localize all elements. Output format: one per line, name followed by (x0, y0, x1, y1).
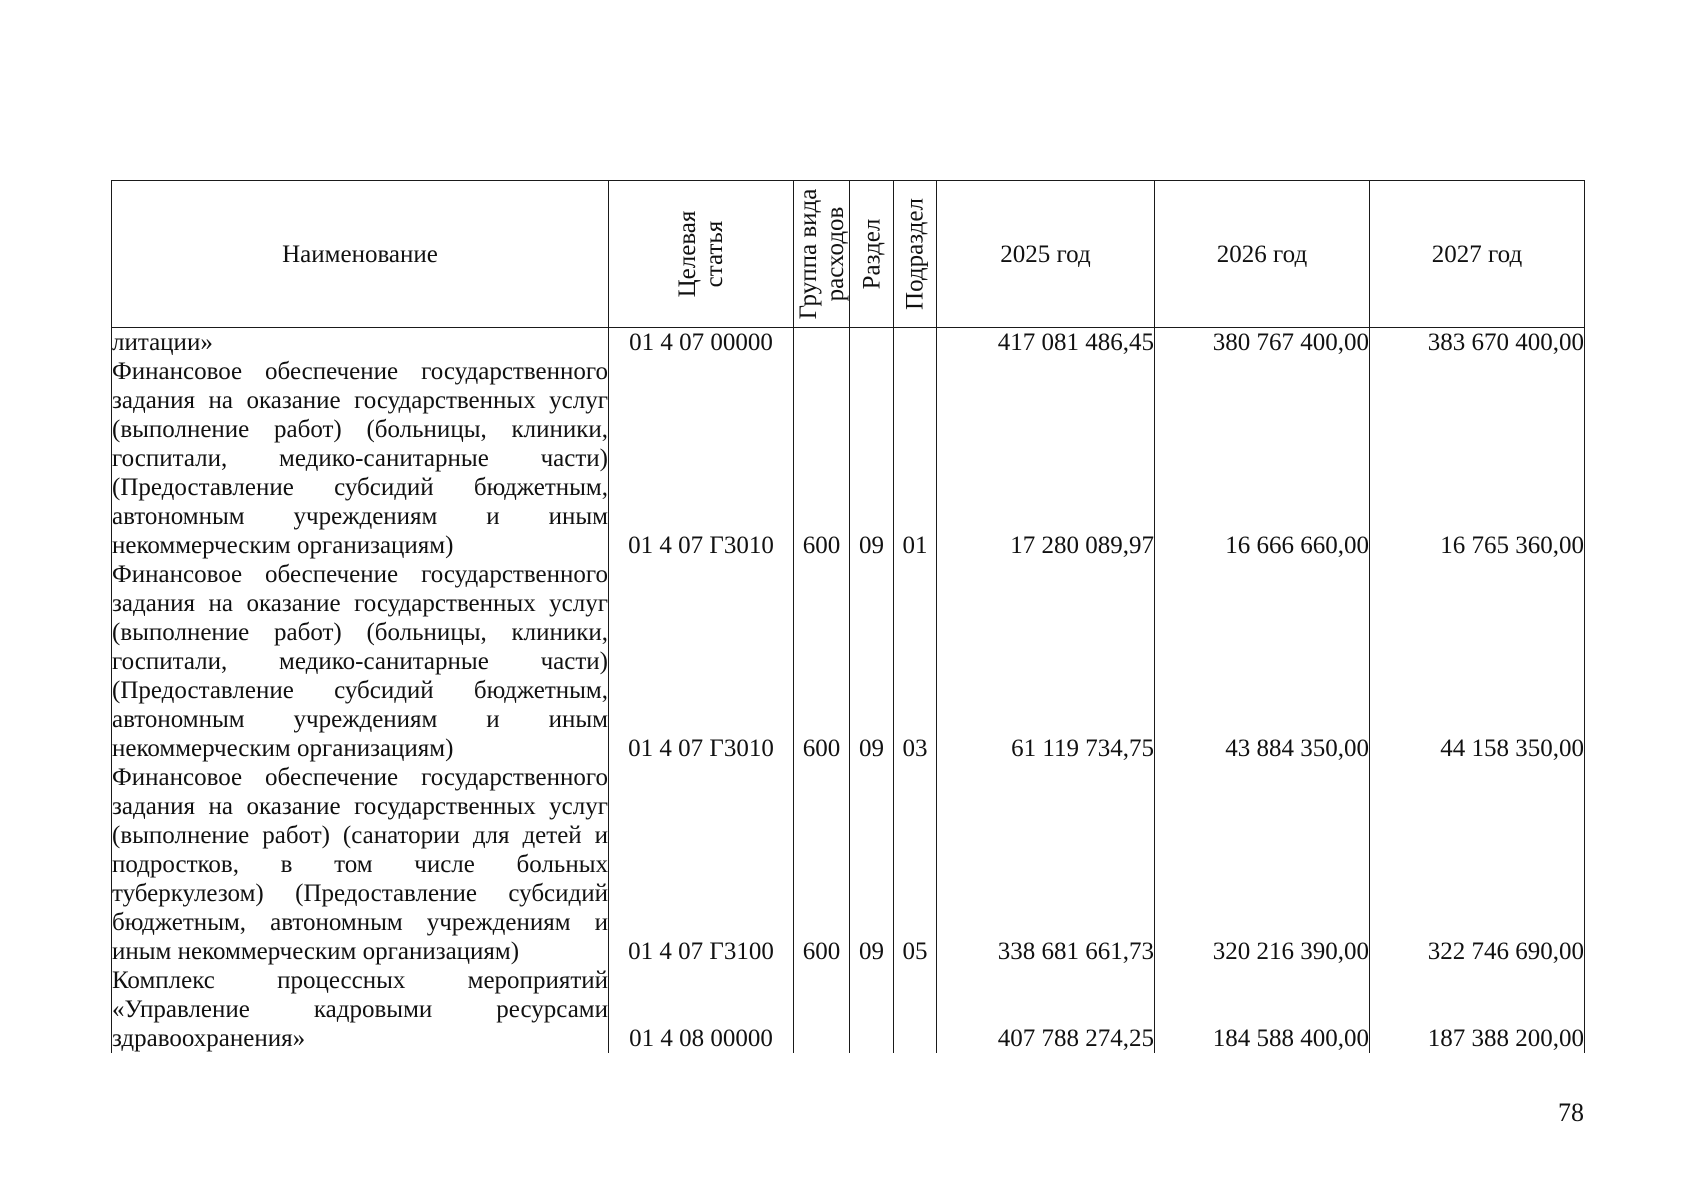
row-expense-group: 600 (794, 357, 850, 560)
header-expense-group-text: Группа вида расходов (794, 188, 849, 320)
header-subsection-text: Подраздел (901, 198, 929, 310)
row-subsection (894, 328, 937, 358)
row-value-2027: 44 158 350,00 (1370, 560, 1585, 763)
row-expense-group (794, 328, 850, 358)
row-value-2027: 383 670 400,00 (1370, 328, 1585, 358)
row-value-2026: 184 588 400,00 (1155, 966, 1370, 1053)
row-value-2027: 322 746 690,00 (1370, 763, 1585, 966)
table-row (112, 966, 1585, 1053)
header-target-article-text: Целевая статья (674, 210, 728, 298)
row-value-2026: 43 884 350,00 (1155, 560, 1370, 763)
row-name: Финансовое обеспечение государственного задания на оказание государственных услуг (выполнение работ) (больницы, клиники, госпитали, медико-санитарные части) (Предоставление субсидий бюджетным, автономным учреждениям и иным некоммерческим организациям) (112, 561, 608, 762)
row-name: Финансовое обеспечение государственного задания на оказание государственных услуг (выполнение работ) (санатории для детей и подростков, в том числе больных туберкулезом) (Предоставление субсидий бюджетным, автономным учреждениям и иным некоммерческим организациям) (112, 764, 608, 965)
header-expense-group (794, 181, 850, 328)
row-section: 09 (850, 560, 894, 763)
row-value-2026: 320 216 390,00 (1155, 763, 1370, 966)
table-row (112, 328, 1585, 358)
row-section: 09 (850, 763, 894, 966)
row-subsection: 05 (894, 763, 937, 966)
header-subsection (894, 181, 937, 328)
row-section (850, 966, 894, 1053)
row-expense-group: 600 (794, 560, 850, 763)
header-2027: 2027 год (1370, 181, 1585, 328)
row-value-2027: 187 388 200,00 (1370, 966, 1585, 1053)
row-section (850, 328, 894, 358)
row-value-2026: 380 767 400,00 (1155, 328, 1370, 358)
row-target-article: 01 4 07 Г3010 (609, 560, 794, 763)
page-number: 78 (1558, 1098, 1584, 1127)
row-expense-group: 600 (794, 763, 850, 966)
header-2026: 2026 год (1155, 181, 1370, 328)
table-header-row (112, 181, 1585, 328)
header-section (850, 181, 894, 328)
table-row (112, 357, 1585, 560)
row-name: Финансовое обеспечение государственного задания на оказание государственных услуг (выполнение работ) (больницы, клиники, госпитали, медико-санитарные части) (Предоставление субсидий бюджетным, автономным учреждениям и иным некоммерческим организациям) (112, 358, 608, 559)
row-expense-group (794, 966, 850, 1053)
budget-table (111, 180, 1585, 1053)
table-row (112, 763, 1585, 966)
row-value-2025: 61 119 734,75 (937, 560, 1155, 763)
row-target-article: 01 4 08 00000 (609, 966, 794, 1053)
header-section-text: Раздел (858, 218, 885, 290)
row-value-2025: 17 280 089,97 (937, 357, 1155, 560)
row-name: Комплекс процессных мероприятий «Управление кадровыми ресурсами здравоохранения» (112, 967, 608, 1052)
row-target-article: 01 4 07 Г3010 (609, 357, 794, 560)
row-target-article: 01 4 07 00000 (609, 328, 794, 358)
row-section: 09 (850, 357, 894, 560)
row-value-2025: 417 081 486,45 (937, 328, 1155, 358)
header-target-article (609, 181, 794, 328)
row-subsection: 03 (894, 560, 937, 763)
row-value-2025: 338 681 661,73 (937, 763, 1155, 966)
row-value-2025: 407 788 274,25 (937, 966, 1155, 1053)
row-value-2027: 16 765 360,00 (1370, 357, 1585, 560)
table-row (112, 560, 1585, 763)
row-name: литации» (112, 328, 609, 358)
header-2025: 2025 год (937, 181, 1155, 328)
row-value-2026: 16 666 660,00 (1155, 357, 1370, 560)
row-subsection: 01 (894, 357, 937, 560)
row-target-article: 01 4 07 Г3100 (609, 763, 794, 966)
row-subsection (894, 966, 937, 1053)
header-name: Наименование (112, 181, 609, 328)
